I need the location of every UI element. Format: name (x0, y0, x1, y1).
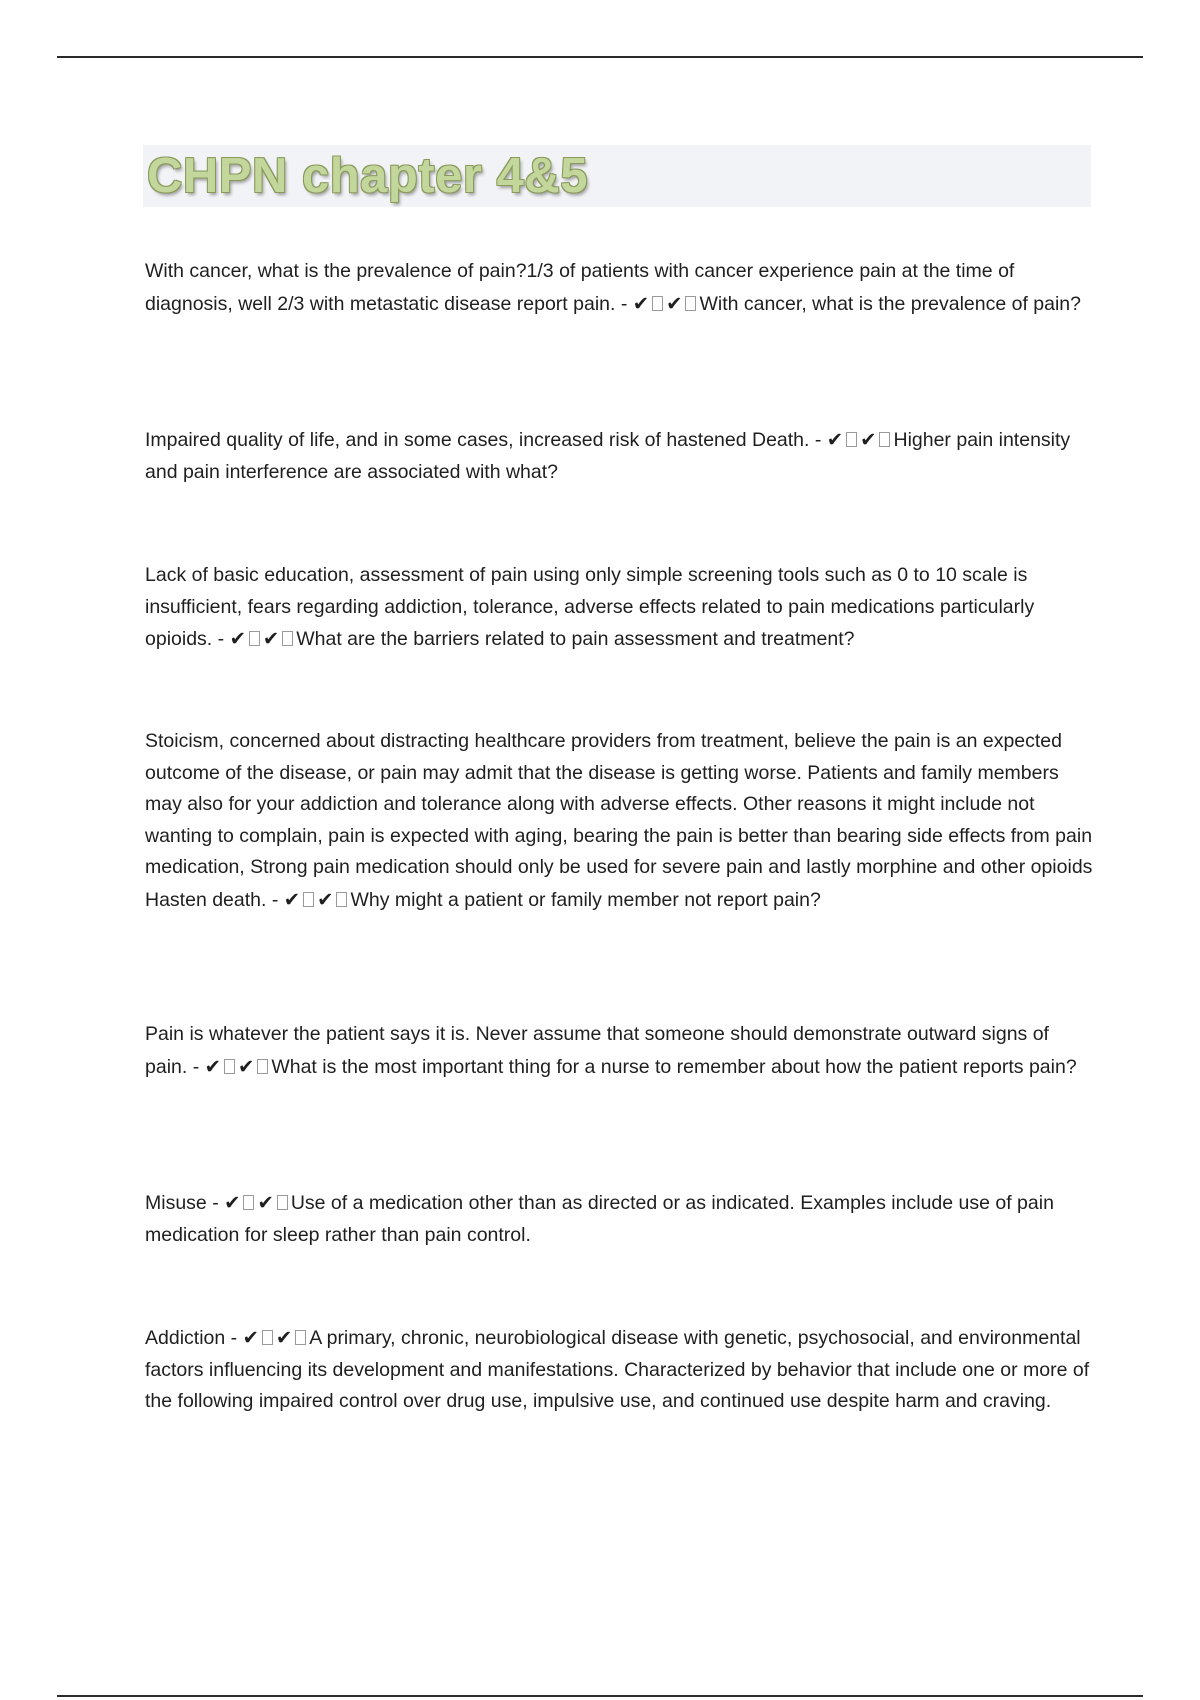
box-icon (243, 1195, 254, 1210)
box-icon (303, 892, 314, 907)
card-question: A primary, chronic, neurobiological disease with genetic, psychosocial, and environmental factors influencing its development and manifestations. Characterized by behavior that include one or more of the following impaired control over drug use, impulsive use, and continued use despite harm and craving. (145, 1327, 1090, 1412)
flashcard (145, 424, 1095, 488)
flashcard (145, 726, 1095, 916)
page-title: CHPN chapter 4&5 (147, 149, 588, 203)
flashcard (145, 1187, 1095, 1251)
box-icon (262, 1330, 273, 1345)
check-icon: ✔ (224, 1191, 241, 1214)
check-icon: ✔ (242, 1326, 259, 1349)
footer-rule (57, 1695, 1143, 1697)
box-icon (257, 1059, 268, 1074)
box-icon (685, 296, 696, 311)
box-icon (277, 1195, 288, 1210)
box-icon (224, 1059, 235, 1074)
separator: - ✔ ✔ (225, 1327, 309, 1349)
box-icon (846, 432, 857, 447)
box-icon (282, 631, 293, 646)
check-icon: ✔ (826, 428, 844, 451)
check-icon: ✔ (229, 627, 246, 650)
check-icon: ✔ (860, 428, 877, 451)
check-icon: ✔ (275, 1326, 293, 1349)
card-answer: Lack of basic education, assessment of pain using only simple screening tools such as 0 to 10 scale is insufficient, fears regarding addiction, tolerance, adverse effects related to pain medications particularly opioids. (145, 564, 1035, 650)
check-icon: ✔ (204, 1054, 221, 1078)
box-icon (652, 296, 663, 311)
box-icon (879, 432, 890, 447)
check-icon: ✔ (632, 291, 650, 315)
box-icon (336, 892, 347, 907)
box-icon (295, 1330, 306, 1345)
flashcard (145, 1019, 1095, 1083)
check-icon: ✔ (262, 627, 280, 650)
check-icon: ✔ (257, 1191, 274, 1214)
box-icon (249, 631, 260, 646)
card-question: With cancer, what is the prevalence of pain? (699, 292, 1081, 315)
separator: - ✔ ✔ (615, 293, 699, 315)
card-answer: Misuse (145, 1192, 207, 1214)
card-question: What is the most important thing for a nurse to remember about how the patient reports pain? (271, 1055, 1077, 1078)
separator: - ✔ ✔ (187, 1056, 271, 1078)
separator: - ✔ ✔ (212, 628, 296, 650)
separator: - ✔ ✔ (207, 1192, 291, 1214)
card-answer: Stoicism, concerned about distracting healthcare providers from treatment, believe the pain is an expected outcome of the disease, or pain may admit that the disease is getting worse. Patients and family members may also for your addiction and tolerance along with adverse effects. Other reasons it might include not wanting to complain, pain is expected with aging, bearing the pain is better than bearing side effects from pain medication, Strong pain medication should only be used for severe pain and lastly morphine and other opioids Hasten death. (145, 730, 1093, 911)
check-icon: ✔ (317, 887, 334, 911)
separator: - ✔ ✔ (809, 429, 893, 451)
separator: - ✔ ✔ (266, 889, 350, 911)
card-question: Higher pain intensity and pain interference are associated with what? (145, 429, 1071, 483)
card-answer: Addiction (145, 1327, 226, 1349)
flashcard (145, 256, 1095, 320)
card-answer: Pain is whatever the patient says it is. Never assume that someone should demonstrate outward signs of pain. (145, 1023, 1049, 1078)
check-icon: ✔ (237, 1054, 255, 1078)
check-icon: ✔ (283, 887, 301, 911)
card-question: Why might a patient or family member not report pain? (350, 888, 821, 911)
title-banner (143, 145, 1091, 207)
flashcard (145, 560, 1095, 656)
header-rule (57, 56, 1143, 58)
card-answer: With cancer, what is the prevalence of pain?1/3 of patients with cancer experience pain at the time of diagnosis, well 2/3 with metastatic disease report pain. (145, 260, 1015, 315)
card-question: Use of a medication other than as directed or as indicated. Examples include use of pain medication for sleep rather than pain control. (145, 1192, 1054, 1246)
card-question: What are the barriers related to pain assessment and treatment? (296, 628, 855, 650)
flashcard (145, 1322, 1095, 1418)
check-icon: ✔ (666, 291, 683, 315)
card-answer: Impaired quality of life, and in some cases, increased risk of hastened Death. (145, 429, 810, 451)
